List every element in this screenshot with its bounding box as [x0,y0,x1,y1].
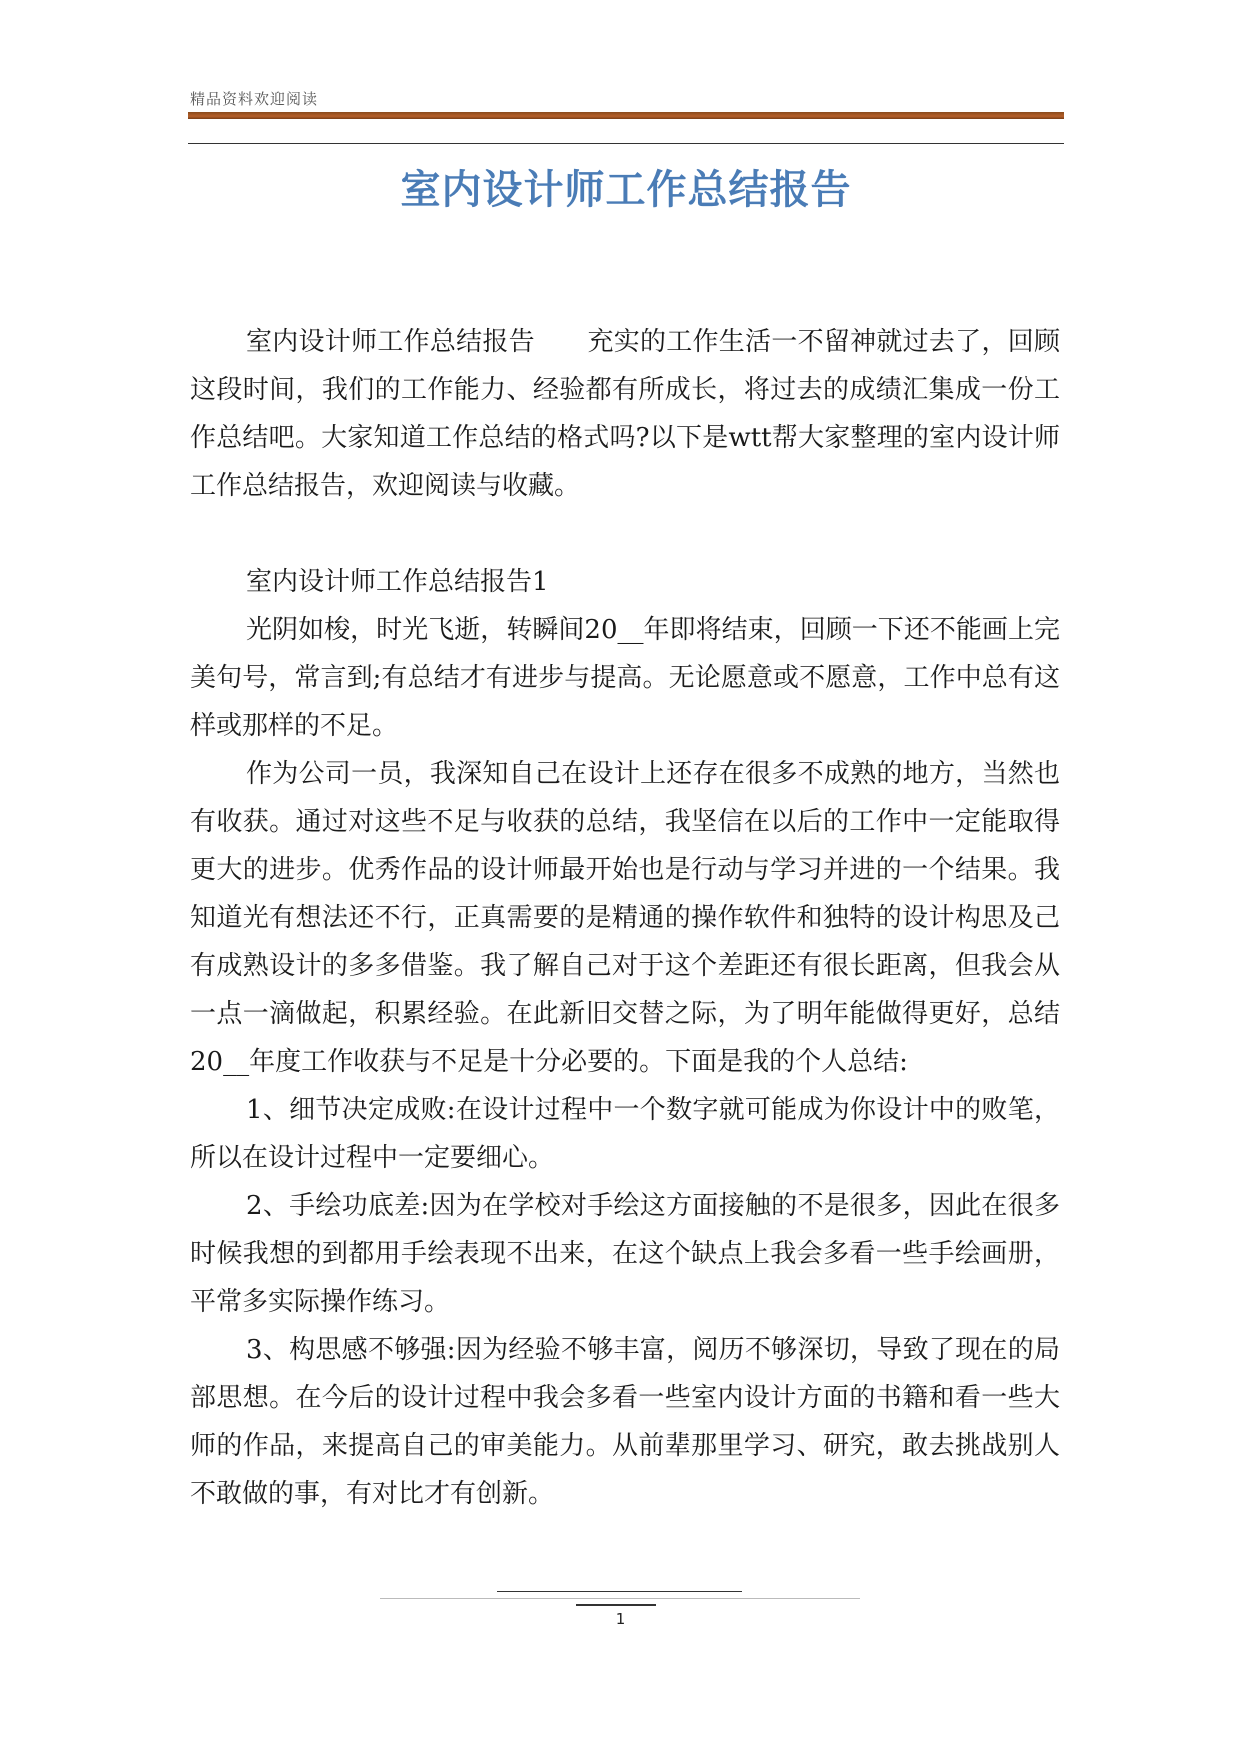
document-body [190,318,1060,1518]
section-heading: 室内设计师工作总结报告1 [246,567,549,597]
footer-rule-short [497,1591,742,1592]
header-rule-thick [188,112,1064,119]
page-number: 1 [615,1610,626,1628]
list-item-3: 3、构思感不够强:因为经验不够丰富，阅历不够深切，导致了现在的局部思想。在今后的设计过程中我会多看一些室内设计方面的书籍和看一些大师的作品，来提高自己的审美能力。从前辈那里学习、研究，敢去挑战别人不敢做的事，有对比才有创新。 [190,1335,1060,1509]
header-rule-thin [188,143,1064,144]
body-paragraph: 光阴如梭，时光飞逝，转瞬间20__年即将结束，回顾一下还不能画上完美句号，常言到;有总结才有进步与提高。无论愿意或不愿意，工作中总有这样或那样的不足。 [190,615,1060,741]
footer-rule [380,1598,860,1599]
footer-rule-mini [576,1604,656,1606]
intro-paragraph: 室内设计师工作总结报告 充实的工作生活一不留神就过去了，回顾这段时间，我们的工作能力、经验都有所成长，将过去的成绩汇集成一份工作总结吧。大家知道工作总结的格式吗?以下是wtt帮大家整理的室内设计师工作总结报告，欢迎阅读与收藏。 [190,327,1060,501]
body-paragraph: 作为公司一员，我深知自己在设计上还存在很多不成熟的地方，当然也有收获。通过对这些不足与收获的总结，我坚信在以后的工作中一定能取得更大的进步。优秀作品的设计师最开始也是行动与学习并进的一个结果。我知道光有想法还不行，正真需要的是精通的操作软件和独特的设计构思及己有成熟设计的多多借鉴。我了解自己对于这个差距还有很长距离，但我会从一点一滴做起，积累经验。在此新旧交替之际，为了明年能做得更好，总结20__年度工作收获与不足是十分必要的。下面是我的个人总结: [190,759,1060,1077]
document-title: 室内设计师工作总结报告 [400,167,852,213]
list-item-1: 1、细节决定成败:在设计过程中一个数字就可能成为你设计中的败笔，所以在设计过程中一定要细心。 [190,1095,1060,1173]
list-item-2: 2、手绘功底差:因为在学校对手绘这方面接触的不是很多，因此在很多时候我想的到都用手绘表现不出来，在这个缺点上我会多看一些手绘画册，平常多实际操作练习。 [190,1191,1060,1317]
header-label: 精品资料欢迎阅读 [190,90,319,108]
